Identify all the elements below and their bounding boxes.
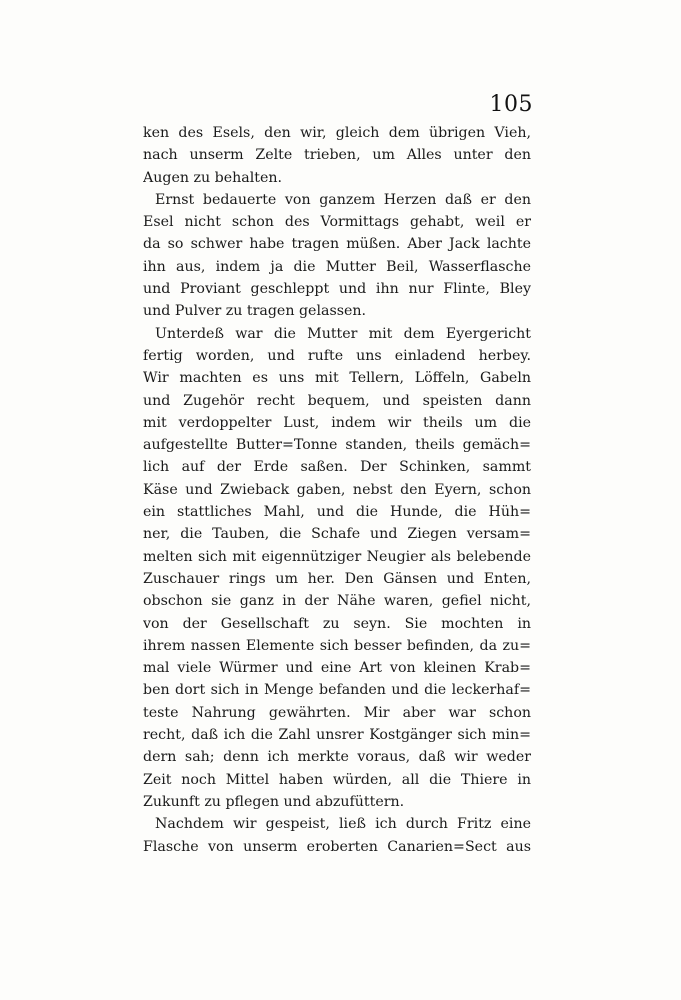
text-line: Käse und Zwieback gaben, nebst den Eyern, schon <box>143 481 531 498</box>
text-line: und Proviant geschleppt und ihn nur Flinte, Bley <box>143 281 531 298</box>
text-line: recht, daß ich die Zahl unsrer Kostgänger sich min= <box>143 727 531 744</box>
text-line: Flasche von unserm eroberten Canarien=Sect aus <box>143 838 531 855</box>
text-line: da so schwer habe tragen müßen. Aber Jack lachte <box>143 236 531 253</box>
text-line: mal viele Würmer und eine Art von kleinen Krab= <box>143 660 531 677</box>
text-line: und Zugehör recht bequem, und speisten dann <box>143 392 531 409</box>
text-line: ken des Esels, den wir, gleich dem übrigen Vieh, <box>143 125 531 141</box>
text-line: melten sich mit eigennütziger Neugier als belebende <box>143 548 531 565</box>
page-number: 105 <box>489 92 533 117</box>
text-line: nach unserm Zelte trieben, um Alles unter den <box>143 147 531 164</box>
text-line: Zuschauer rings um her. Den Gänsen und Enten, <box>143 570 531 587</box>
text-line: ihrem nassen Elemente sich besser befinden, da zu= <box>143 637 531 654</box>
text-line: Wir machten es uns mit Tellern, Löffeln, Gabeln <box>143 370 531 387</box>
text-line: Nachdem wir gespeist, ließ ich durch Fritz eine <box>155 816 531 833</box>
text-line: obschon sie ganz in der Nähe waren, gefiel nicht, <box>143 593 531 610</box>
text-line: Unterdeß war die Mutter mit dem Eyergericht <box>155 325 531 342</box>
text-line: mit verdoppelter Lust, indem wir theils um die <box>143 414 531 431</box>
text-line: und Pulver zu tragen gelassen. <box>143 303 367 320</box>
text-line: ihn aus, indem ja die Mutter Beil, Wasserflasche <box>143 258 531 275</box>
text-line: Augen zu behalten. <box>143 169 282 186</box>
text-line: ben dort sich in Menge befanden und die leckerhaf= <box>143 682 531 699</box>
text-line: Esel nicht schon des Vormittags gehabt, weil er <box>143 214 531 231</box>
text-line: ner, die Tauben, die Schafe und Ziegen versam= <box>143 526 531 543</box>
text-line: Zeit noch Mittel haben würden, all die Thiere in <box>143 771 531 788</box>
text-line: teste Nahrung gewährten. Mir aber war schon <box>143 704 531 721</box>
body-text <box>143 122 531 858</box>
text-line: Zukunft zu pflegen und abzufüttern. <box>143 793 405 810</box>
text-line: aufgestellte Butter=Tonne standen, theils gemäch= <box>143 437 531 454</box>
text-line: lich auf der Erde saßen. Der Schinken, sammt <box>143 459 531 476</box>
text-line: fertig worden, und rufte uns einladend herbey. <box>143 347 531 364</box>
text-line: dern sah; denn ich merkte voraus, daß wir weder <box>143 749 531 766</box>
text-line: von der Gesellschaft zu seyn. Sie mochten in <box>143 615 531 632</box>
text-line: ein stattliches Mahl, und die Hunde, die Hüh= <box>143 504 531 521</box>
text-line: Ernst bedauerte von ganzem Herzen daß er den <box>155 191 531 208</box>
